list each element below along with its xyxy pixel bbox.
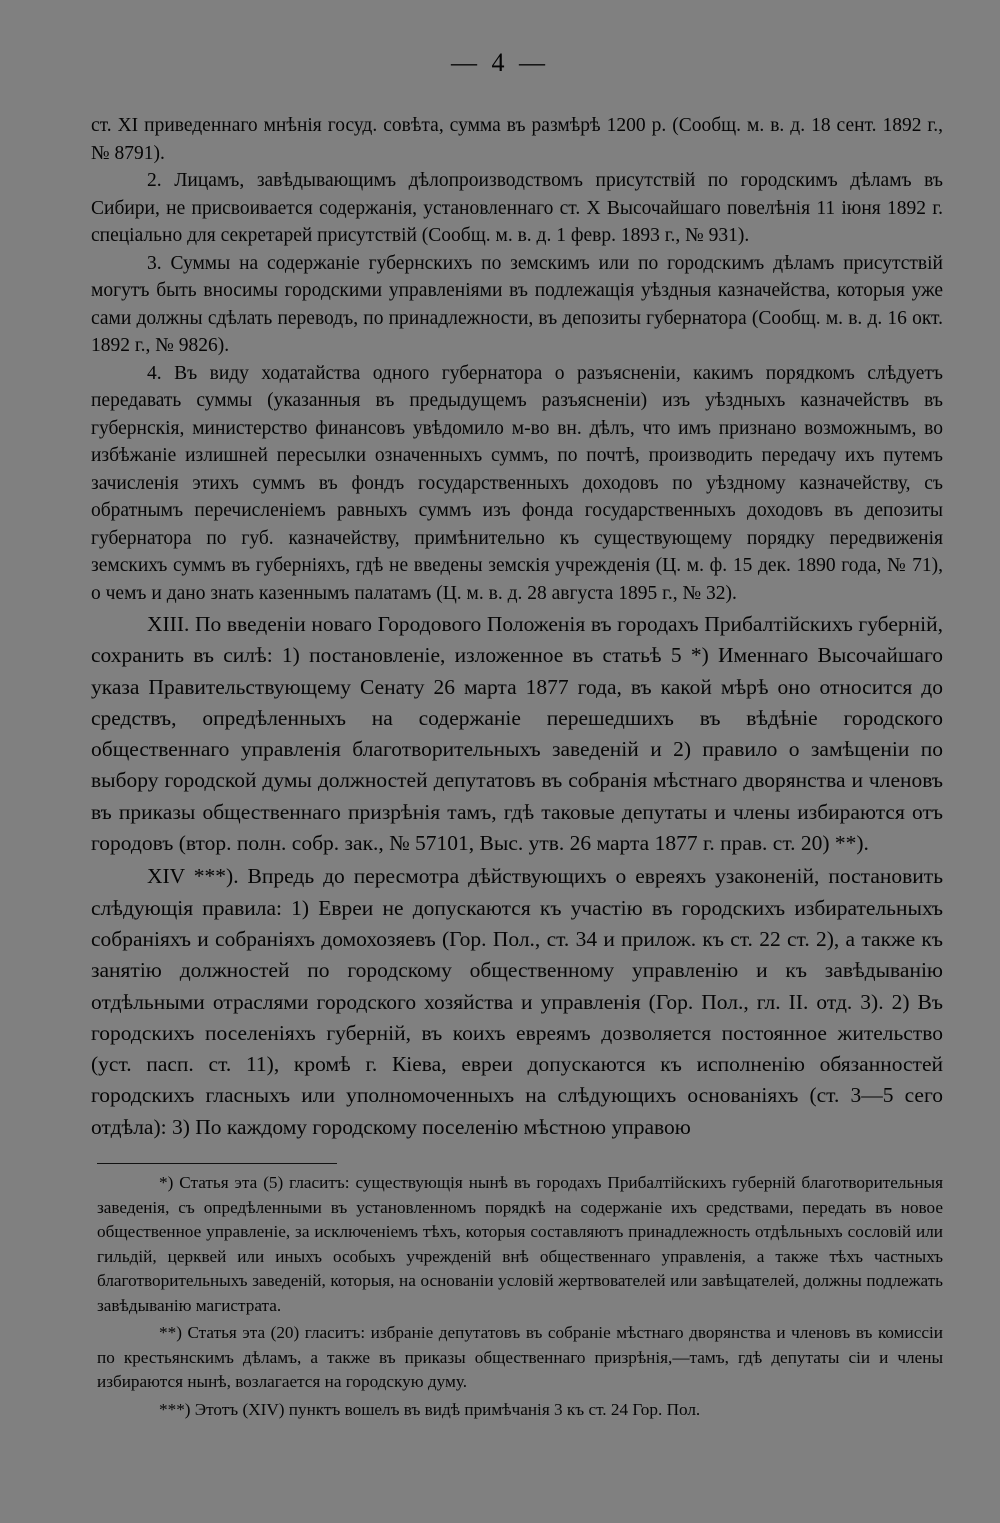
section-xiii: XIII. По введеніи новаго Городового Положенія въ городахъ Прибалтійскихъ губерній, сохранить въ силѣ: 1) постановленіе, изложенное въ статьѣ 5 *) Именнаго Высочайшаго указа Правительствующему Сенату 26 марта 1877 года, въ какой мѣрѣ оно относится до средствъ, опредѣленныхъ на содержаніе перешедшихъ въ вѣдѣніе городского общественнаго управленія благотворительныхъ заведеній и 2) правило о замѣщеніи по выбору городской думы должностей депутатовъ въ собранія мѣстнаго дворянства и членовъ въ приказы общественнаго призрѣнія тамъ, гдѣ таковые депутаты и члены избираются отъ городовъ (втор. полн. собр. зак., № 57101, Выс. утв. 26 марта 1877 г. прав. ст. 20) **).: [91, 612, 943, 856]
paragraph-2: 2. Лицамъ, завѣдывающимъ дѣлопроизводствомъ присутствій по городскимъ дѣламъ въ Сибири, не присвоивается содержанія, установленнаго ст. X Высочайшаго повелѣнія 11 іюня 1892 г. спеціально для секретарей присутствій (Сообщ. м. в. д. 1 февр. 1893 г., № 931).: [91, 170, 943, 246]
section-xiv: XIV ***). Впредь до пересмотра дѣйствующихъ о евреяхъ узаконеній, постановить слѣдующія правила: 1) Евреи не допускаются къ участію въ городскихъ избирательныхъ собраніяхъ и собраніяхъ домохозяевъ (Гор. Пол., ст. 34 и прилож. къ ст. 22 ст. 2), а также къ занятію должностей по городскому общественному управленію и къ завѣдыванію отдѣльными отраслями городского хозяйства и управленія (Гор. Пол., гл. II. отд. 3). 2) Въ городскихъ поселеніяхъ губерній, въ коихъ евреямъ дозволяется постоянное жительство (уст. пасп. ст. 11), кромѣ г. Кіева, евреи допускаются къ исполненію обязанностей городскихъ гласныхъ или уполномоченныхъ на слѣдующихъ основаніяхъ (ст. 3—5 сего отдѣла): 3) По каждому городскому поселенію мѣстною управою: [91, 864, 943, 1139]
paragraph-3: 3. Суммы на содержаніе губернскихъ по земскимъ или по городскимъ дѣламъ присутствій могутъ быть вносимы городскими управленіями въ подлежащія уѣздныя казначейства, которыя уже сами должны сдѣлать переводъ, по принадлежности, въ депозиты губернатора (Сообщ. м. в. д. 16 окт. 1892 г., № 9826).: [91, 252, 943, 356]
page-number: — 4 —: [451, 48, 549, 77]
paragraph-continuation: ст. XI приведеннаго мнѣнія госуд. совѣта, сумма въ размѣрѣ 1200 р. (Сообщ. м. в. д. 18 сент. 1892 г., № 8791).: [91, 115, 943, 164]
footnote-3: ***) Этотъ (XIV) пунктъ вошелъ въ видѣ примѣчанія 3 къ ст. 24 Гор. Пол.: [159, 1399, 701, 1419]
footnote-2: **) Статья эта (20) гласитъ: избраніе депутатовъ въ собраніе мѣстнаго дворянства и членовъ въ комиссіи по крестьянскимъ дѣламъ, а также въ приказы общественнаго призрѣнія,—тамъ, гдѣ депутаты сіи и члены избираются нынѣ, возлагается на городскую думу.: [97, 1323, 943, 1391]
footnotes: [97, 1171, 943, 1422]
footnote-1: *) Статья эта (5) гласитъ: существующія нынѣ въ городахъ Прибалтійскихъ губерній благотворительныя заведенія, съ опредѣленными въ установленномъ порядкѣ на содержаніе ихъ средствами, передать въ новое общественное управленіе, за исключеніемъ тѣхъ, которыя составляютъ принадлежность отдѣльныхъ сословій или гильдій, церквей или иныхъ особыхъ учрежденій внѣ общественнаго управленія, а также тѣхъ частныхъ благотворительныхъ заведеній, которыя, на основаніи условій жертвователей или завѣщателей, должны подлежать завѣдыванію магистрата.: [97, 1173, 943, 1315]
paragraph-4: 4. Въ виду ходатайства одного губернатора о разъясненіи, какимъ порядкомъ слѣдуетъ передавать суммы (указанныя въ предыдущемъ разъясненіи) изъ уѣздныхъ казначействъ въ губернскія, министерство финансовъ увѣдомило м-во вн. дѣлъ, что имъ признано возможнымъ, во избѣжаніе излишней пересылки означенныхъ суммъ, по почтѣ, производить передачу ихъ путемъ зачисленія этихъ суммъ въ фондъ государственныхъ доходовъ по уѣздному казначейству, съ обратнымъ перечисленіемъ равныхъ суммъ изъ фонда государственныхъ доходовъ въ депозиты губернатора по губ. казначейству, примѣнительно къ существующему порядку передвиженія земскихъ суммъ въ губерніяхъ, гдѣ не введены земскія учрежденія (Ц. м. ф. 15 дек. 1890 года, № 71), о чемъ и дано знать казеннымъ палатамъ (Ц. м. в. д. 28 августа 1895 г., № 32).: [91, 362, 943, 604]
footnote-divider: [97, 1163, 337, 1164]
main-text: [91, 112, 943, 1143]
